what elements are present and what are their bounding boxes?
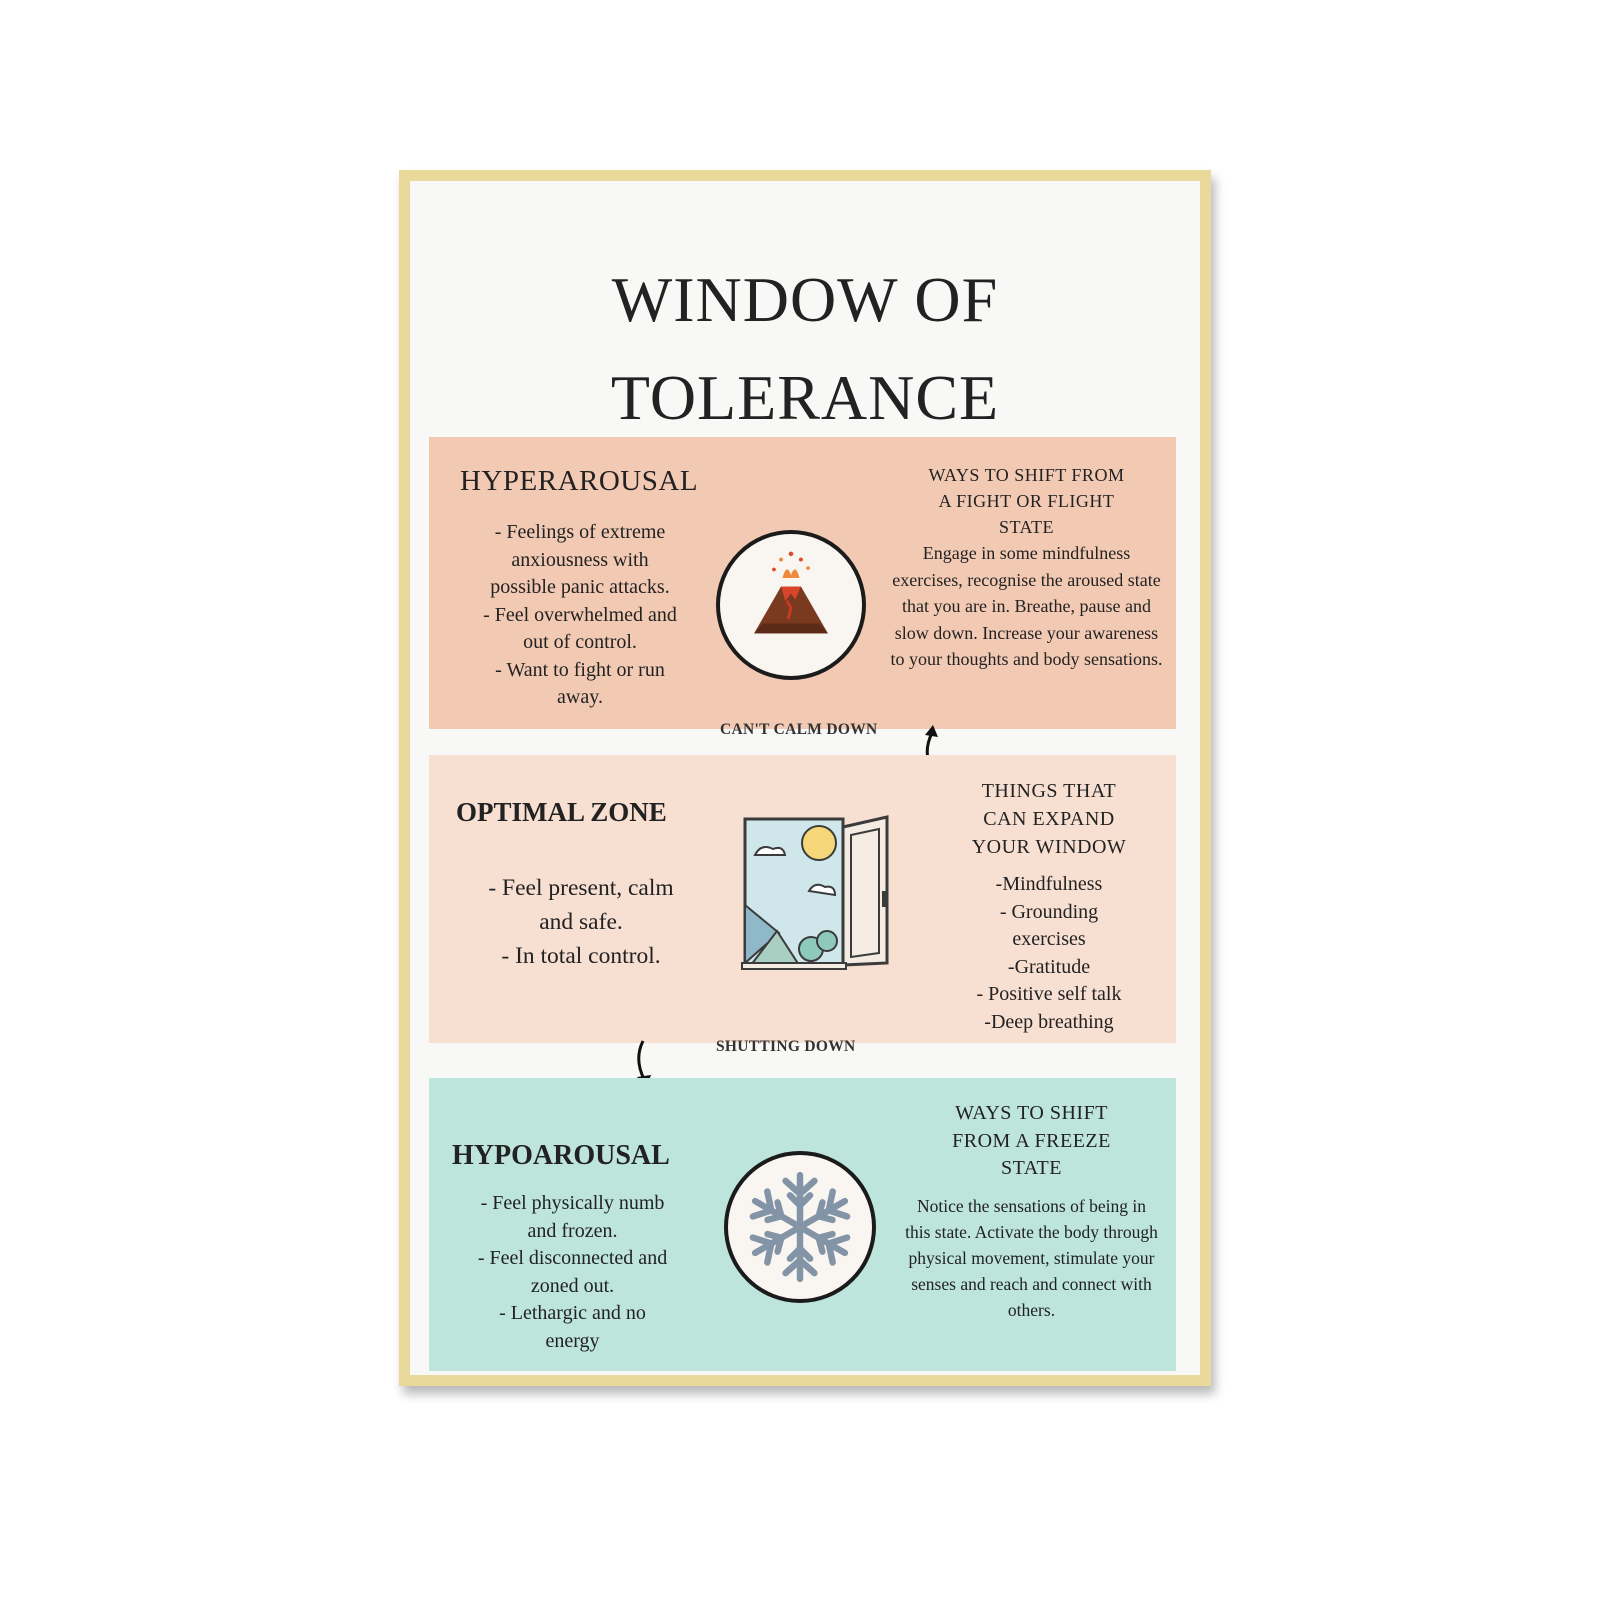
- list-item: - Lethargic and no: [499, 1302, 646, 1324]
- poster-canvas: [410, 181, 1200, 1375]
- hyperarousal-side-text: Engage in some mindfulness exercises, recognise the aroused state that you are in. Breathe, pause and slow down. Increase your awareness to your thoughts and body sensations.: [890, 543, 1163, 669]
- list-item: away.: [557, 686, 603, 708]
- list-item: - Grounding: [999, 900, 1099, 923]
- list-item: energy: [545, 1329, 600, 1352]
- snowflake-icon: [724, 1151, 876, 1303]
- list-item: -Gratitude: [1007, 955, 1091, 978]
- list-item: -Mindfulness: [995, 873, 1103, 895]
- hyperarousal-side-panel: [889, 462, 1164, 673]
- poster: [399, 170, 1211, 1386]
- poster-title: [410, 251, 1200, 447]
- list-item: -Deep breathing: [984, 1010, 1114, 1033]
- cant-calm-down-label: CAN'T CALM DOWN: [720, 721, 878, 738]
- hyperarousal-side-heading: WAYS TO SHIFT FROM A FIGHT OR FLIGHT STATE: [928, 465, 1125, 537]
- list-item: - Positive self talk: [976, 983, 1122, 1005]
- optimal-zone-heading: OPTIMAL ZONE: [456, 797, 667, 827]
- list-item: - Feelings of extreme: [494, 521, 666, 543]
- optimal-zone-list: [466, 871, 696, 973]
- list-item: exercises: [1012, 928, 1086, 950]
- optimal-zone-section: [429, 755, 1176, 1043]
- open-window-icon: [739, 813, 899, 973]
- optimal-zone-side-heading: THINGS THAT CAN EXPAND YOUR WINDOW: [971, 780, 1127, 858]
- list-item: - Feel present, calm: [488, 875, 674, 901]
- hypoarousal-side-heading: WAYS TO SHIFT FROM A FREEZE STATE: [952, 1102, 1111, 1179]
- list-item: - Feel physically numb: [480, 1192, 665, 1214]
- hypoarousal-side-panel: [904, 1100, 1159, 1323]
- list-item: - Feel disconnected and: [477, 1247, 668, 1269]
- shutting-down-label: SHUTTING DOWN: [716, 1038, 856, 1055]
- hypoarousal-list: [455, 1190, 690, 1355]
- list-item: zoned out.: [530, 1274, 615, 1297]
- hypoarousal-side-text: Notice the sensations of being in this state. Activate the body through physical movement, stimulate your senses and reach and connect with others.: [905, 1195, 1158, 1320]
- list-item: anxiousness with: [511, 548, 649, 571]
- optimal-zone-side-panel: [949, 777, 1149, 1036]
- list-item: out of control.: [523, 631, 637, 653]
- volcano-icon: [716, 530, 866, 680]
- hyperarousal-list: [465, 519, 695, 712]
- hyperarousal-section: [429, 437, 1176, 729]
- title-line-1: WINDOW OF: [611, 264, 999, 335]
- hyperarousal-heading: HYPERAROUSAL: [460, 465, 699, 497]
- list-item: and safe.: [539, 909, 623, 935]
- expand-window-list: [949, 871, 1149, 1036]
- list-item: possible panic attacks.: [490, 576, 670, 598]
- list-item: - Want to fight or run: [495, 658, 665, 681]
- list-item: - In total control.: [501, 943, 661, 969]
- title-line-2: TOLERANCE: [610, 362, 1000, 433]
- hypoarousal-heading: HYPOAROUSAL: [452, 1140, 670, 1171]
- list-item: and frozen.: [527, 1219, 618, 1242]
- hypoarousal-section: [429, 1078, 1176, 1371]
- list-item: - Feel overwhelmed and: [483, 603, 677, 626]
